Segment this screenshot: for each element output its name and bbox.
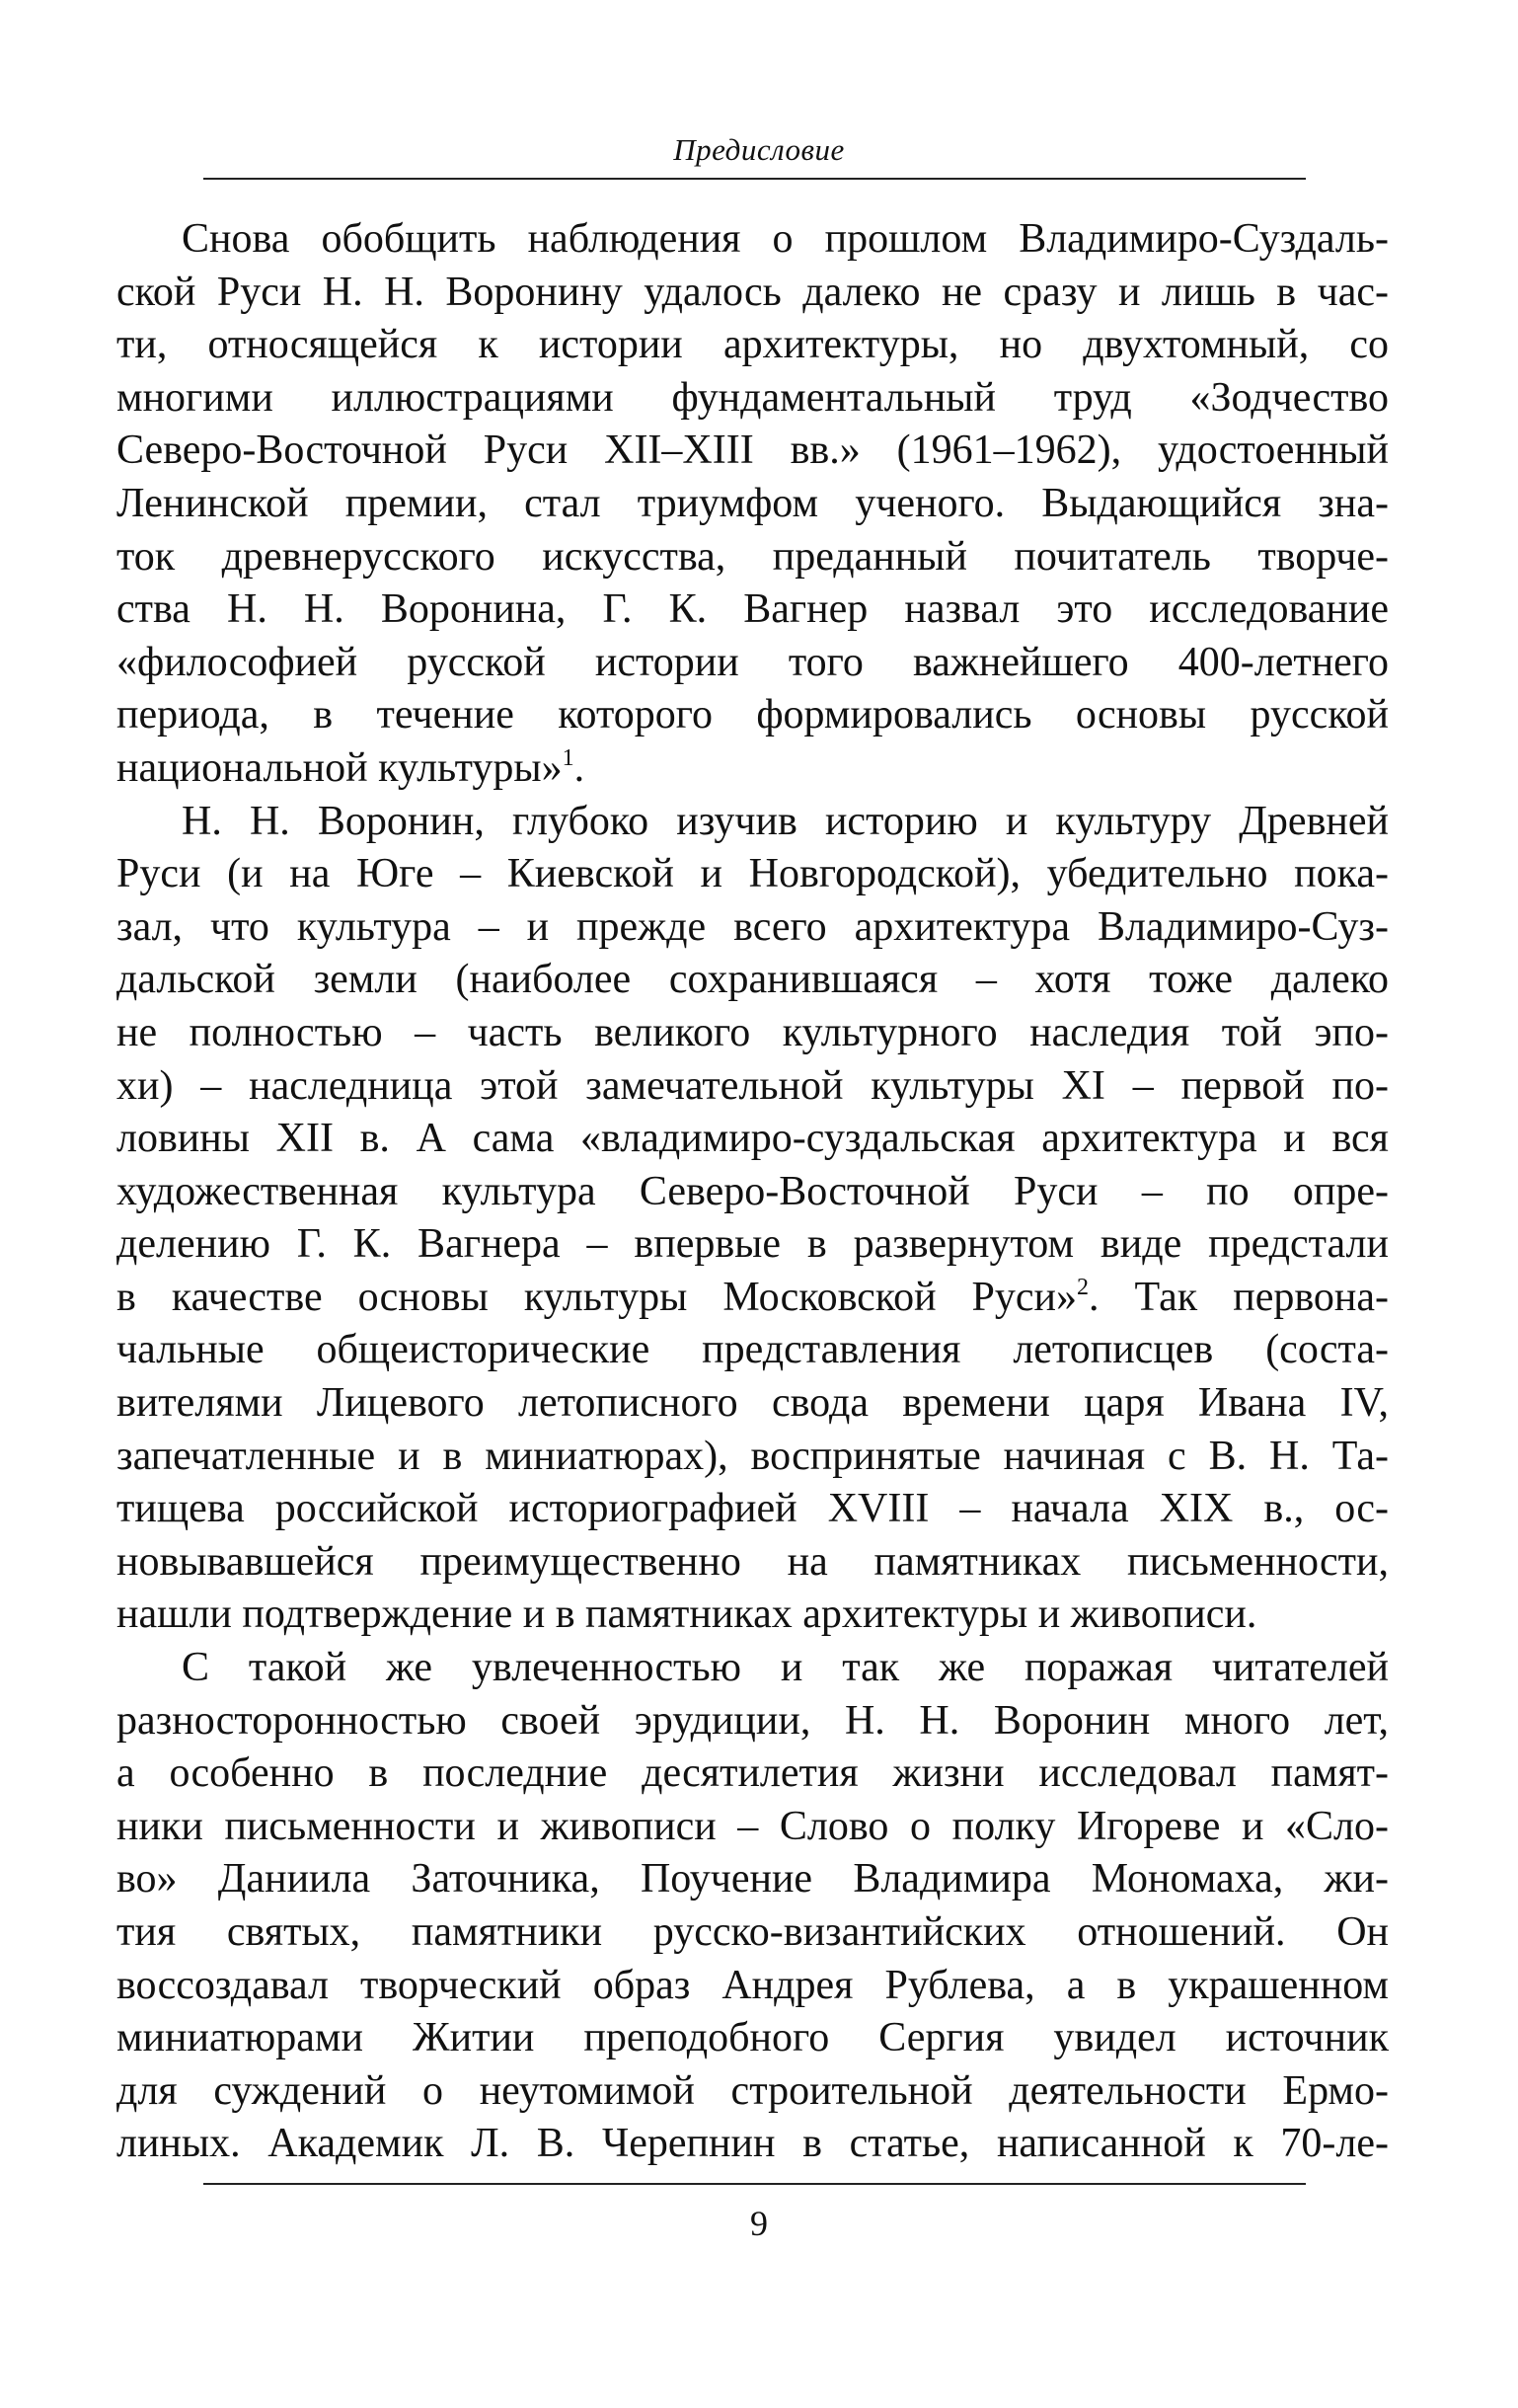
running-head: Предисловие <box>673 132 845 167</box>
text-line: а особенно в последние десятилетия жизни исследовал памят- <box>116 1750 1389 1797</box>
footnote-marker: 2 <box>1077 1274 1090 1300</box>
text-line: «философией русской истории того важнейшего 400-летнего <box>116 639 1389 685</box>
text-line: Н. Н. Воронин, глубоко изучив историю и культуру Древней <box>182 798 1389 844</box>
text-line: во» Даниила Заточника, Поучение Владимира Мономаха, жи- <box>116 1856 1389 1903</box>
text-line: периода, в течение которого формировались основы русской <box>116 692 1389 738</box>
text-line: Северо-Восточной Руси XII–XIII вв.» (1961–1962), удостоенный <box>116 427 1389 474</box>
text-line: не полностью – часть великого культурного наследия той эпо- <box>116 1009 1389 1055</box>
line-text: . Так первона- <box>1089 1274 1389 1320</box>
text-line: тия святых, памятники русско-византийских отношений. Он <box>116 1909 1389 1955</box>
text-line: миниатюрами Житии преподобного Сергия увидел источник <box>116 2015 1389 2061</box>
text-line: хи) – наследница этой замечательной культуры XI – первой по- <box>116 1062 1389 1109</box>
text-line: зал, что культура – и прежде всего архитектура Владимиро-Суз- <box>116 903 1389 950</box>
footnote-marker: 1 <box>562 744 574 771</box>
text-line: Снова обобщить наблюдения о прошлом Владимиро-Суздаль- <box>182 216 1389 262</box>
text-line: тищева российской историографией XVIII – начала XIX в., ос- <box>116 1486 1389 1532</box>
text-line: чальные общеисторические представления летописцев (соста- <box>116 1327 1389 1373</box>
text-line: ловины XII в. А сама «владимиро-суздальская архитектура и вся <box>116 1116 1389 1162</box>
footer-rule <box>203 2183 1306 2185</box>
text-line: Ленинской премии, стал триумфом ученого. Выдающийся зна- <box>116 480 1389 526</box>
text-line: новывавшейся преимущественно на памятниках письменности, <box>116 1538 1389 1585</box>
text-line <box>116 742 1389 796</box>
text-line: вителями Лицевого летописного свода времени царя Ивана IV, <box>116 1380 1389 1427</box>
text-line: ники письменности и живописи – Слово о полку Игореве и «Сло- <box>116 1803 1389 1849</box>
text-line: воссоздавал творческий образ Андрея Рублева, а в украшенном <box>116 1962 1389 2008</box>
header-rule <box>203 178 1306 180</box>
text-line: художественная культура Северо-Восточной Руси – по опре- <box>116 1168 1389 1214</box>
line-text: в качестве основы культуры Московской Руси» <box>116 1274 1078 1320</box>
text-line: ской Руси Н. Н. Воронину удалось далеко не сразу и лишь в час- <box>116 269 1389 315</box>
text-line: ства Н. Н. Воронина, Г. К. Вагнер назвал это исследование <box>116 586 1389 633</box>
text-line: запечатленные и в миниатюрах), воспринятые начиная с В. Н. Та- <box>116 1433 1389 1479</box>
text-line: ток древнерусского искусства, преданный почитатель творче- <box>116 533 1389 580</box>
line-tail: . <box>573 744 585 791</box>
text-line: линых. Академик Л. В. Черепнин в статье, написанной к 70-ле- <box>116 2121 1389 2167</box>
text-line: С такой же увлеченностью и так же поражая читателей <box>182 1645 1389 1691</box>
text-line <box>116 1272 1389 1325</box>
text-line: дальской земли (наиболее сохранившаяся – хотя тоже далеко <box>116 957 1389 1003</box>
text-line: для суждений о неутомимой строительной деятельности Ермо- <box>116 2067 1389 2114</box>
text-line: Руси (и на Юге – Киевской и Новгородской), убедительно пока- <box>116 851 1389 897</box>
text-line: многими иллюстрациями фундаментальный труд «Зодчество <box>116 374 1389 421</box>
text-line: разносторонностью своей эрудиции, Н. Н. Воронин много лет, <box>116 1697 1389 1744</box>
text-body <box>116 213 1389 2171</box>
line-text: национальной культуры» <box>116 744 563 791</box>
text-line: нашли подтверждение и в памятниках архитектуры и живописи. <box>116 1592 1257 1638</box>
text-line: ти, относящейся к истории архитектуры, но двухтомный, со <box>116 322 1389 368</box>
text-line: делению Г. К. Вагнера – впервые в развернутом виде предстали <box>116 1221 1389 1268</box>
page-number: 9 <box>750 2204 768 2243</box>
